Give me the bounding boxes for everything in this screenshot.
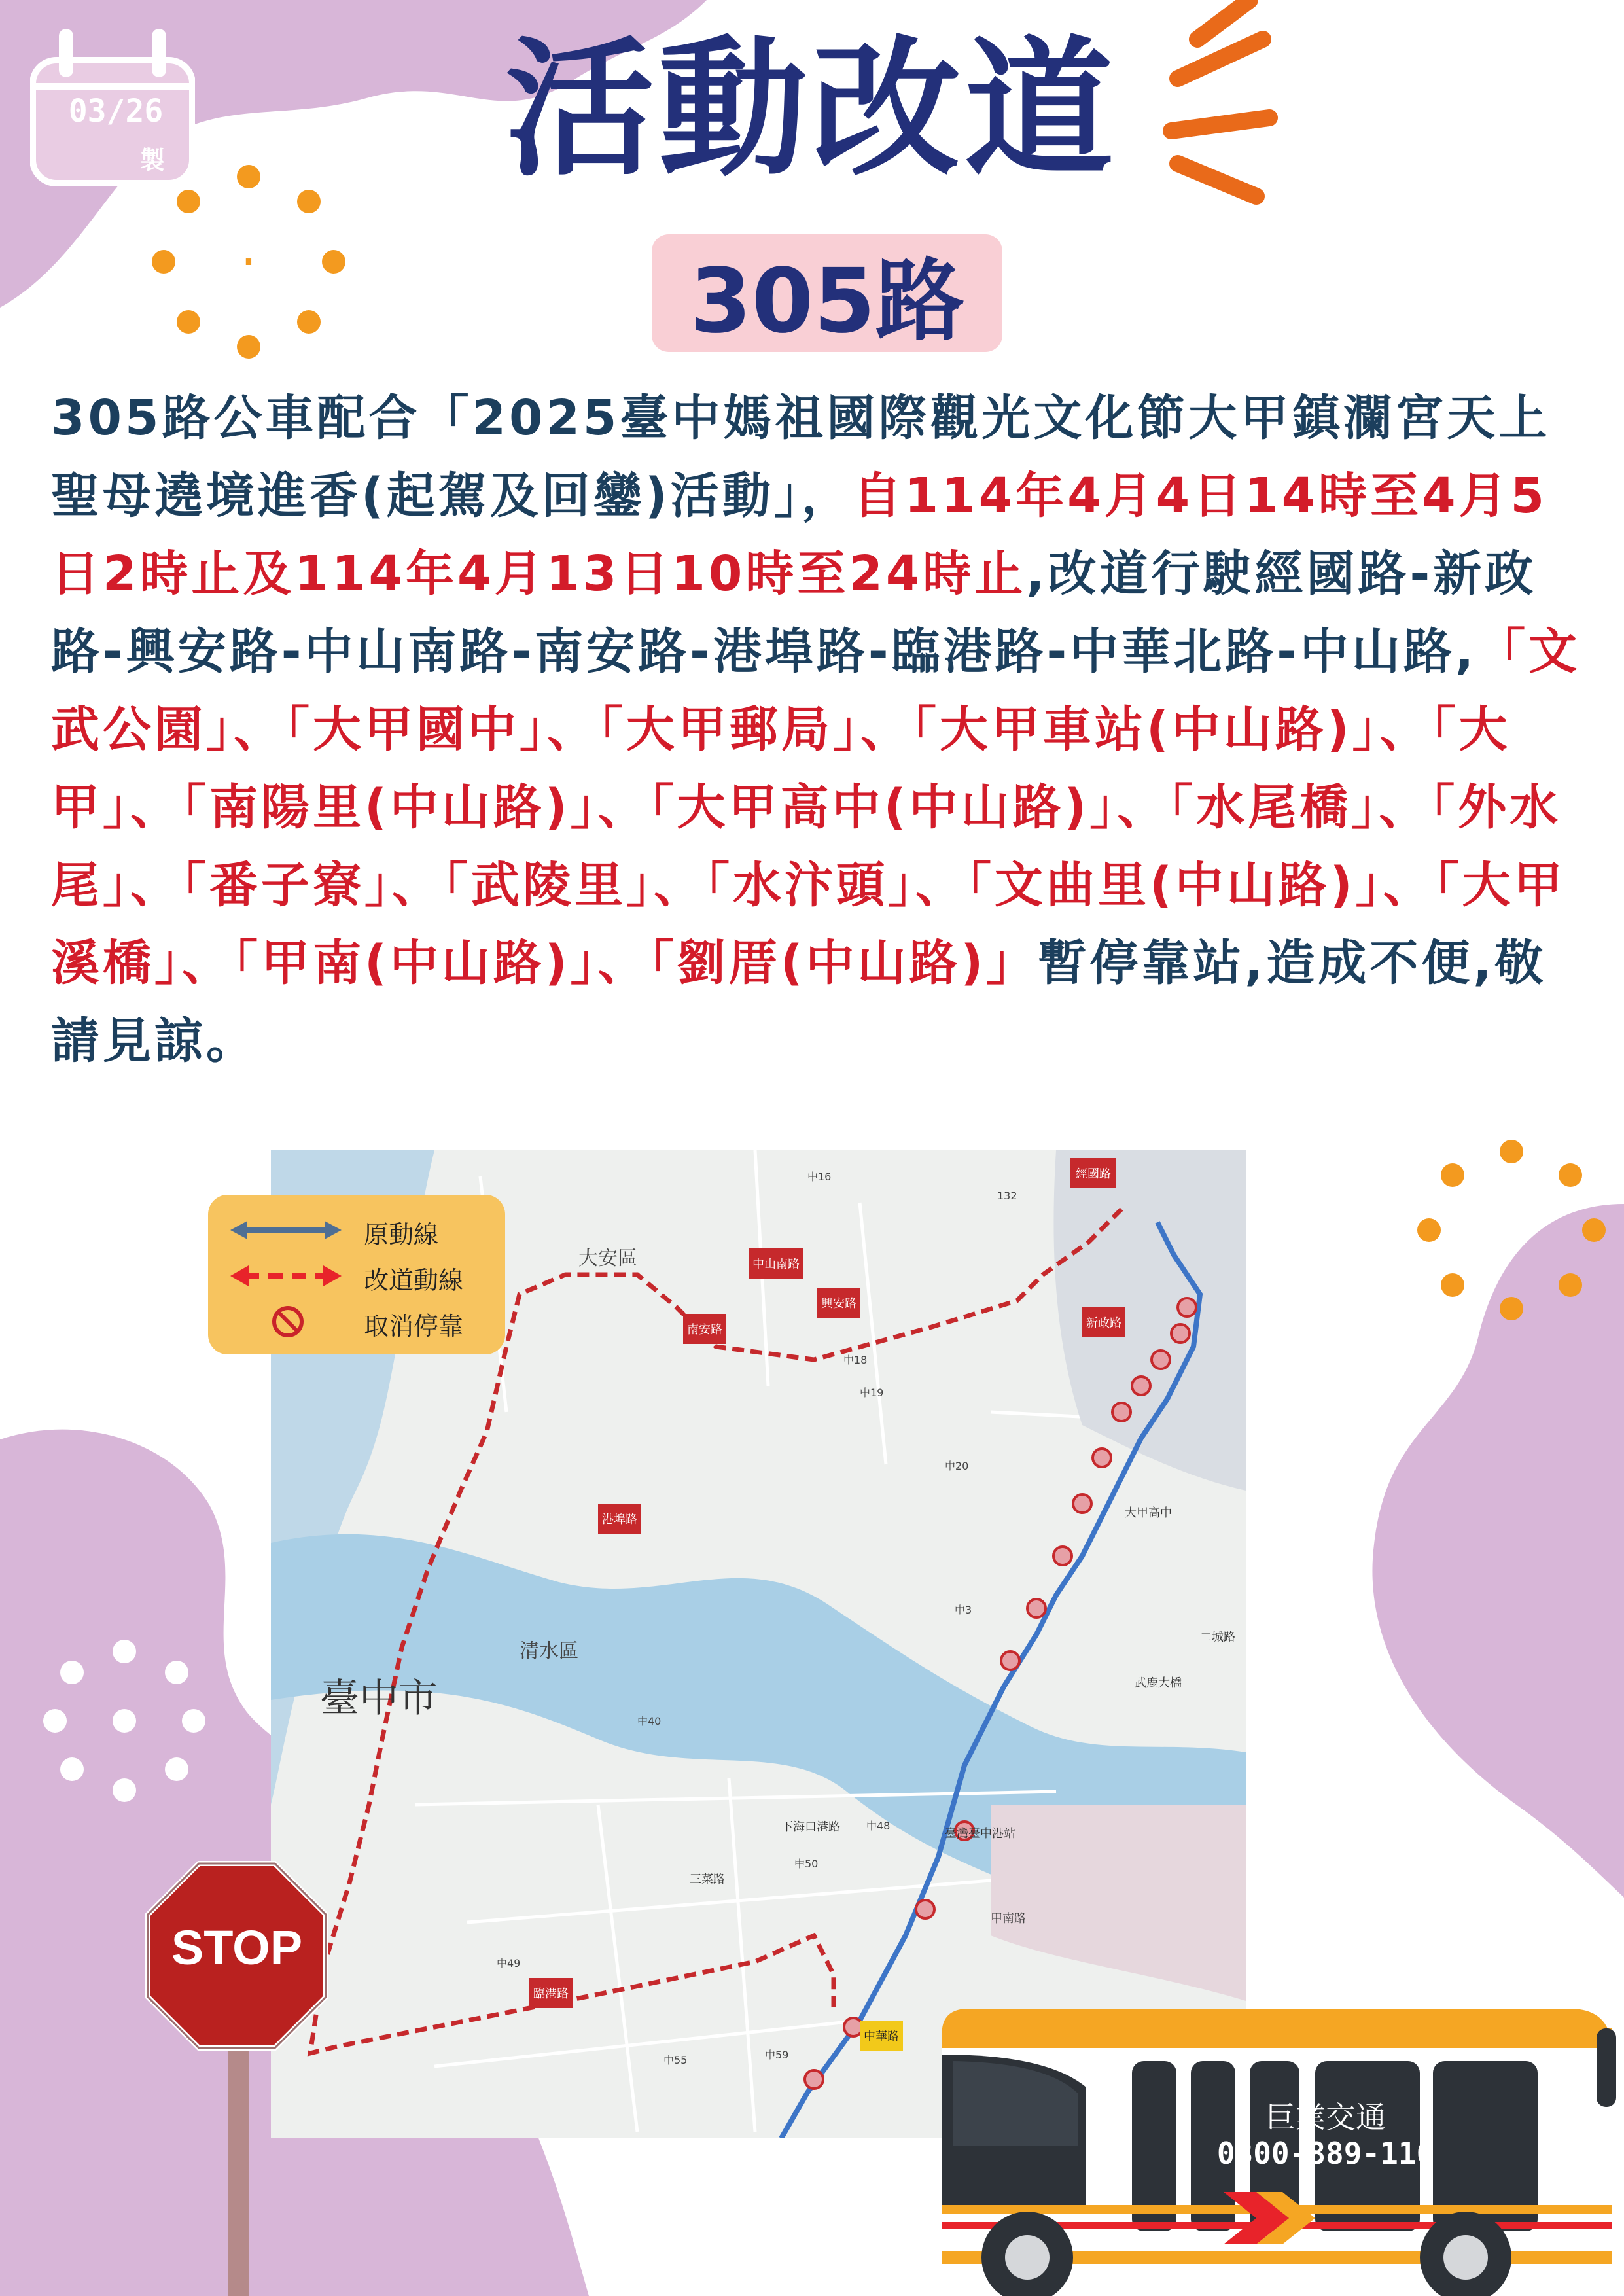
road-label: 三菜路: [690, 1873, 725, 1886]
road-label: 中20: [945, 1460, 969, 1472]
callout-jingguo-rd: 經國路: [1070, 1158, 1116, 1188]
notice-detour-roads: ,改道行駛經國路-新政路-興安路-中山南路-南安路-港埠路-臨港路-中華北路-中山路,: [51, 546, 1537, 680]
callout-gangbu-rd: 港埠路: [598, 1504, 641, 1534]
road-label: 中40: [637, 1715, 662, 1727]
road-label: 臺灣臺中港站: [945, 1827, 1015, 1841]
date-suffix: 製: [140, 146, 166, 175]
road-label: 甲南路: [991, 1912, 1026, 1926]
dots-ring-decoration-right: [1413, 1132, 1610, 1328]
notice-period: 自114年4月4日14時至4月5日2時止及114年4月13日10時至24時止: [51, 468, 1548, 602]
white-dots-decoration: [39, 1636, 209, 1806]
date-text: 03/26: [68, 93, 164, 130]
double-arrow-icon: [230, 1216, 342, 1245]
road-label: 中3: [955, 1604, 972, 1616]
dots-ring-decoration: [144, 157, 353, 366]
legend-original-label: 原動線: [364, 1220, 439, 1249]
district-qingshui: 清水區: [520, 1640, 578, 1663]
road-label: 132: [997, 1190, 1017, 1202]
stop-sign-pole: [228, 2028, 249, 2296]
road-label: 中16: [807, 1171, 832, 1183]
road-label: 中49: [497, 1957, 521, 1969]
notice-apology: 暫停靠站,造成不便,敬請見諒。: [51, 935, 1547, 1069]
callout-nanan-rd: 南安路: [683, 1314, 726, 1344]
notice-intro: 305路公車配合「2025臺中媽祖國際觀光文化節大甲鎮瀾宮天上聖母遶境進香(起駕及回鑾)活動」，: [51, 390, 1551, 524]
stop-sign-text: STOP: [171, 1920, 303, 1975]
road-label: 中59: [765, 2049, 789, 2061]
callout-xinzheng-rd: 新政路: [1082, 1307, 1125, 1337]
page-title: 活動改道: [505, 22, 1118, 196]
legend-detour-label: 改道動線: [364, 1266, 464, 1295]
road-label: 大甲高中: [1125, 1506, 1172, 1520]
road-label: 中50: [794, 1858, 819, 1870]
road-label: 中19: [860, 1386, 884, 1399]
notice-paragraph: [51, 380, 1582, 1080]
route-number: 305路: [690, 250, 964, 353]
callout-xingan-rd: 興安路: [817, 1288, 860, 1318]
legend-cancelled-label: 取消停靠: [364, 1312, 464, 1341]
dashed-double-arrow-icon: [230, 1262, 342, 1290]
map-legend: [208, 1195, 505, 1354]
bus-phone-number: 0800-889-116: [1216, 2136, 1435, 2171]
district-taichung: 臺中市: [320, 1676, 438, 1722]
callout-zhongshan-south-rd: 中山南路: [749, 1248, 803, 1279]
notice-stops: 「文武公園」、「大甲國中」、「大甲郵局」、「大甲車站(中山路)」、「大甲」、「南陽里(中山路)」、「大甲高中(中山路)」、「水尾橋」、「外水尾」、「番子寮」、「武陵里」、「水汴頭」、「文曲里(中山路)」、「大甲溪橋」、「甲南(中山路)」、「劉厝(中山路)」: [51, 624, 1581, 991]
bus-company-name: 巨業交通: [1265, 2100, 1386, 2135]
road-label: 中18: [843, 1354, 868, 1366]
road-label: 下海口港路: [781, 1820, 840, 1834]
legend-cancelled: [208, 1301, 505, 1343]
district-daan: 大安區: [578, 1247, 637, 1270]
road-label: 武鹿大橋: [1135, 1676, 1182, 1690]
prohibited-icon: [271, 1305, 305, 1339]
callout-lingang-rd: 臨港路: [529, 1978, 573, 2008]
road-label: 中48: [866, 1820, 891, 1832]
svg-text:·: ·: [240, 232, 257, 292]
legend-detour: [208, 1255, 505, 1297]
road-label: 二城路: [1200, 1631, 1235, 1644]
legend-original: [208, 1209, 505, 1251]
road-label: 中55: [663, 2054, 688, 2066]
route-badge: [652, 234, 1002, 352]
callout-zhonghua-rd: 中華路: [860, 2021, 903, 2051]
